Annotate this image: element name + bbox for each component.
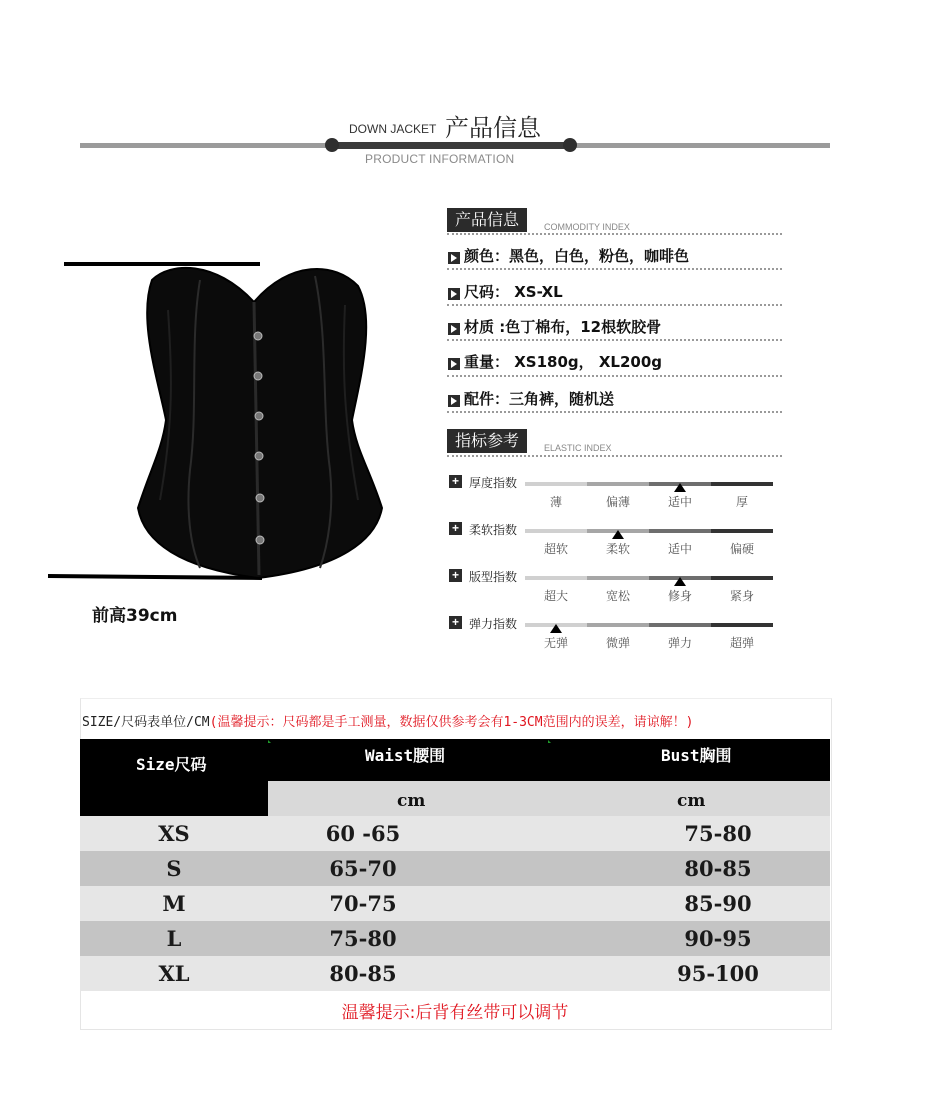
table-row xyxy=(80,886,830,921)
measure-line-bottom xyxy=(48,576,262,578)
commodity-section-tag: 产品信息 xyxy=(447,208,527,232)
plus-icon: + xyxy=(449,569,462,582)
row-divider xyxy=(447,411,782,413)
table-row xyxy=(80,816,830,851)
info-row-size xyxy=(448,281,563,302)
size-note xyxy=(82,711,693,730)
index-level-label: 超大 xyxy=(543,589,568,603)
header-zh-title: 产品信息 xyxy=(445,114,541,142)
corset-product-image xyxy=(40,250,410,590)
cell-size: S xyxy=(166,856,182,881)
cell-size: L xyxy=(166,926,182,951)
commodity-section-en: COMMODITY INDEX xyxy=(544,222,630,232)
info-text: 尺码： XS-XL xyxy=(464,283,563,301)
header-divider-left xyxy=(80,143,332,148)
cell-waist: 75-80 xyxy=(329,926,397,951)
row-divider xyxy=(447,304,782,306)
plus-icon: + xyxy=(449,475,462,488)
row-divider xyxy=(447,339,782,341)
cell-waist: 80-85 xyxy=(329,961,397,986)
elastic-section-en: ELASTIC INDEX xyxy=(544,443,612,453)
index-level-label: 修身 xyxy=(667,589,692,603)
info-text: 颜色：黑色，白色，粉色，咖啡色 xyxy=(464,247,690,265)
header-dot-right xyxy=(563,138,577,152)
cell-waist: 65-70 xyxy=(329,856,397,881)
table-units-row xyxy=(268,781,830,816)
index-level-label: 超弹 xyxy=(729,636,754,650)
header-bust: Bust胸围 xyxy=(661,746,732,765)
arrow-bullet-icon xyxy=(448,252,460,264)
adjustable-ribbon-tip: 温馨提示:后背有丝带可以调节 xyxy=(341,1003,569,1023)
header-dot-left xyxy=(325,138,339,152)
index-level-label: 超软 xyxy=(543,542,568,556)
table-header-size-cell xyxy=(80,739,268,816)
index-name: 厚度指数 xyxy=(469,476,518,490)
table-row xyxy=(80,956,830,991)
arrow-bullet-icon xyxy=(448,323,460,335)
index-level-label: 宽松 xyxy=(605,589,630,603)
index-scale-bar xyxy=(525,576,773,580)
cell-waist: 60 -65 xyxy=(325,821,401,846)
header-divider-right xyxy=(570,143,830,148)
front-height-label: 前高39cm xyxy=(92,606,178,626)
index-name: 版型指数 xyxy=(469,570,518,584)
cell-bust: 90-95 xyxy=(684,926,752,951)
info-text: 重量： XS180g， XL200g xyxy=(464,353,663,371)
elastic-section-tag: 指标参考 xyxy=(447,429,527,453)
row-divider xyxy=(447,268,782,270)
index-level-label: 偏硬 xyxy=(729,542,754,556)
info-row-accessory xyxy=(448,388,614,409)
index-level-label: 无弹 xyxy=(543,636,568,650)
arrow-bullet-icon xyxy=(448,288,460,300)
cell-bust: 85-90 xyxy=(684,891,752,916)
header-subtitle: PRODUCT INFORMATION xyxy=(365,152,515,166)
table-row xyxy=(80,921,830,956)
info-text: 配件：三角裤，随机送 xyxy=(464,390,615,408)
size-note-prefix: SIZE/尺码表单位/CM xyxy=(82,715,210,730)
commodity-divider xyxy=(447,233,782,235)
index-marker-icon xyxy=(612,530,624,539)
table-header-measure-cell xyxy=(268,739,830,781)
cell-bust: 75-80 xyxy=(684,821,752,846)
index-level-label: 弹力 xyxy=(667,636,692,650)
cell-corner-mark xyxy=(548,740,551,743)
index-marker-icon xyxy=(550,624,562,633)
cell-corner-mark xyxy=(268,740,271,743)
index-level-label: 适中 xyxy=(667,542,692,556)
arrow-bullet-icon xyxy=(448,395,460,407)
index-level-label: 适中 xyxy=(667,495,692,509)
info-row-color xyxy=(448,245,689,266)
arrow-bullet-icon xyxy=(448,358,460,370)
index-level-label: 薄 xyxy=(549,495,562,509)
table-row xyxy=(80,851,830,886)
index-scale-bar xyxy=(525,623,773,627)
row-divider xyxy=(447,375,782,377)
header-size: Size尺码 xyxy=(136,755,207,774)
index-level-label: 厚 xyxy=(735,495,748,509)
unit-waist: cm xyxy=(397,791,426,811)
index-marker-icon xyxy=(674,577,686,586)
index-name: 弹力指数 xyxy=(469,617,518,631)
header-waist: Waist腰围 xyxy=(365,746,446,765)
index-level-label: 紧身 xyxy=(729,589,754,603)
cell-size: M xyxy=(162,891,186,916)
plus-icon: + xyxy=(449,522,462,535)
unit-bust: cm xyxy=(677,791,706,811)
cell-waist: 70-75 xyxy=(329,891,397,916)
info-row-weight xyxy=(448,351,662,372)
index-marker-icon xyxy=(674,483,686,492)
cell-size: XS xyxy=(158,821,190,846)
index-scale-bar xyxy=(525,529,773,533)
header-en-title: DOWN JACKET xyxy=(349,122,437,136)
index-name: 柔软指数 xyxy=(469,523,518,537)
header-divider-center xyxy=(332,142,570,149)
info-text: 材质 :色丁棉布，12根软胶骨 xyxy=(464,318,662,336)
elastic-divider xyxy=(447,455,782,457)
cell-bust: 95-100 xyxy=(677,961,759,986)
index-scale-bar xyxy=(525,482,773,486)
size-note-warning: (温馨提示：尺码都是手工测量，数据仅供参考会有1-3CM范围内的误差，请谅解！) xyxy=(209,715,694,730)
info-row-material xyxy=(448,316,661,337)
index-level-label: 微弹 xyxy=(605,636,630,650)
index-level-label: 偏薄 xyxy=(605,495,630,509)
cell-bust: 80-85 xyxy=(684,856,752,881)
index-level-label: 柔软 xyxy=(605,542,630,556)
plus-icon: + xyxy=(449,616,462,629)
cell-size: XL xyxy=(158,961,190,986)
